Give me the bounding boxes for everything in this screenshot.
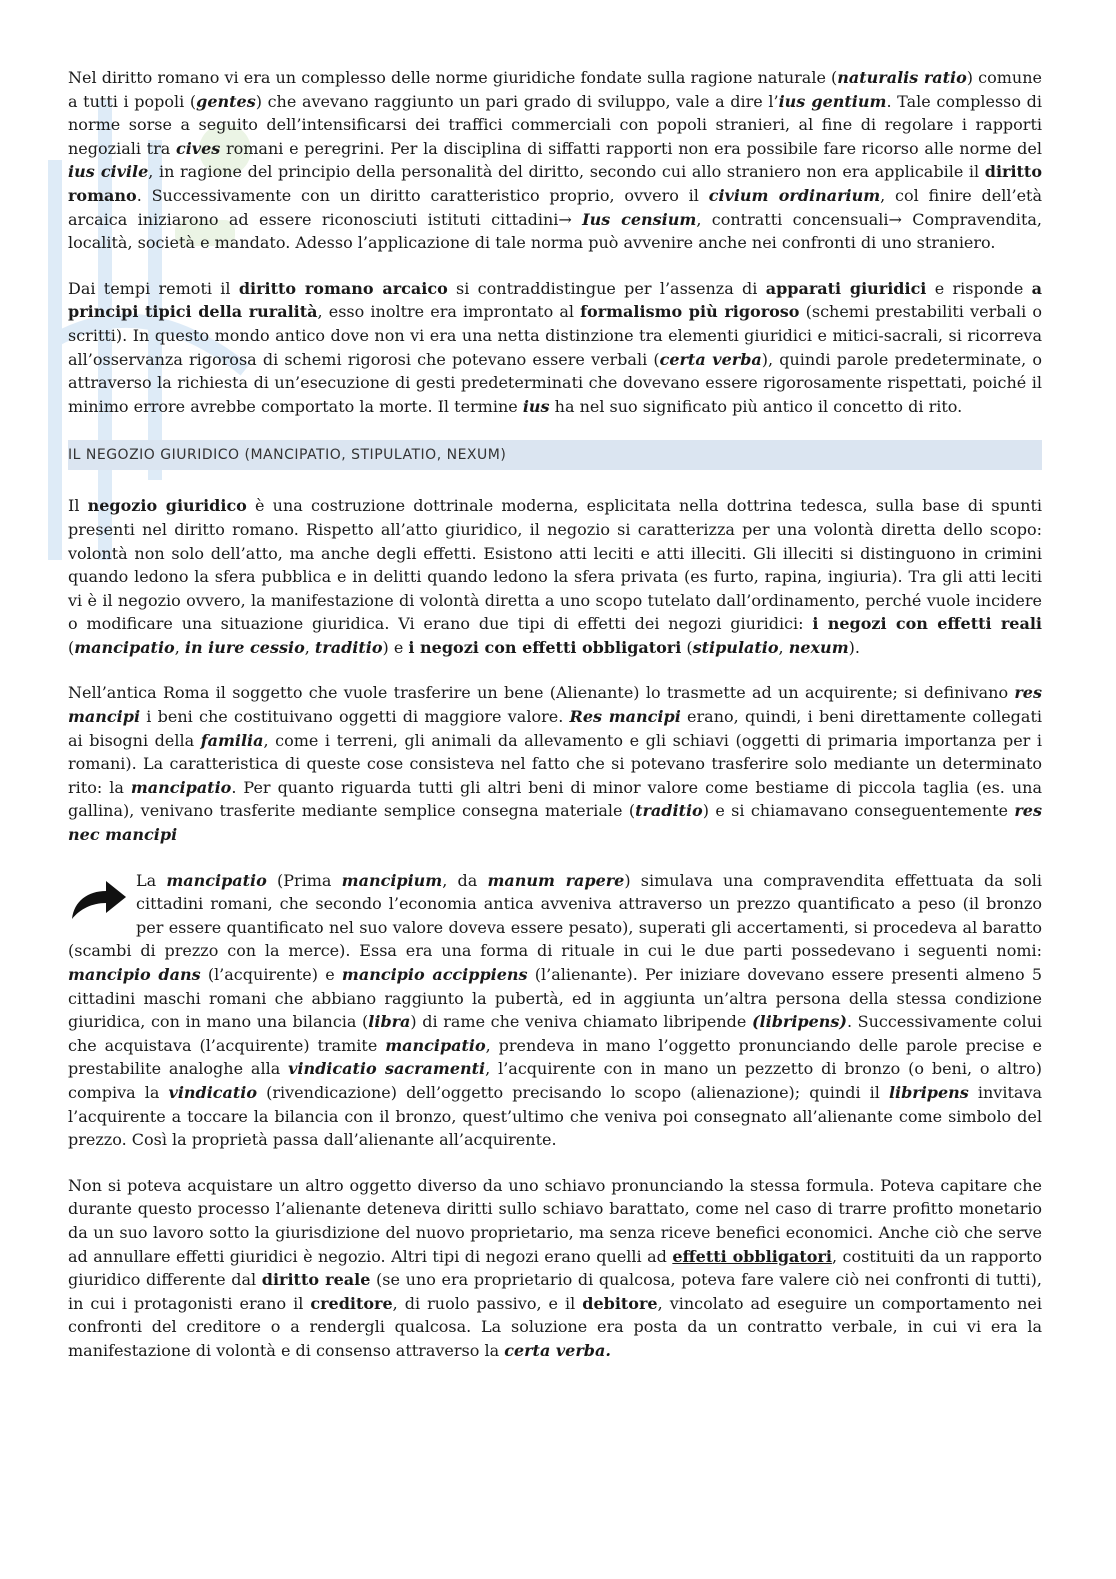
document-page bbox=[68, 66, 1042, 1363]
paragraph-mancipatio: La mancipatio (Prima mancipium, da manum rapere) simulava una compravendita effettuata da soli cittadini romani, che secondo l’economia antica avveniva attraverso un prezzo quantificato a peso (il bronzo per essere quantificato nel suo valore doveva essere pesato), superati gli accertamenti, si procedeva al baratto (scambi di prezzo con la merce). Essa era una forma di rituale in cui le due parti possedevano i seguenti nomi: mancipio dans (l’acquirente) e mancipio accippiens (l’alienante). Per iniziare dovevano essere presenti almeno 5 cittadini maschi romani che abbiano raggiunto la pubertà, ed in aggiunta un’altra persona della stessa condizione giuridica, con in mano una bilancia (libra) di rame che veniva chiamato libripende (libripens). Successivamente colui che acquistava (l’acquirente) tramite mancipatio, prendeva in mano l’oggetto pronunciando delle parole precise e prestabilite analoghe alla vindicatio sacramenti, l’acquirente con in mano un pezzetto di bronzo (o beni, o altro) compiva la vindicatio (rivendicazione) dell’oggetto precisando lo scopo (alienazione); quindi il libripens invitava l’acquirente a toccare la bilancia con il bronzo, quest’ultimo che veniva poi consegnato all’alienante come simbolo del prezzo. Così la proprietà passa dall’alienante all’acquirente. bbox=[68, 870, 1043, 1150]
paragraph-ius-gentium: Nel diritto romano vi era un complesso delle norme giuridiche fondate sulla ragione naturale (naturalis ratio) comune a tutti i popoli (gentes) che avevano raggiunto un pari grado di sviluppo, vale a dire l’ius gentium. Tale complesso di norme sorse a seguito dell’intensificarsi dei traffici commerciali con popoli stranieri, al fine di regolare i rapporti negoziali tra cives romani e peregrini. Per la disciplina di siffatti rapporti non era possibile fare ricorso alle norme del ius civile, in ragione del principio della personalità del diritto, secondo cui allo straniero non era applicabile il diritto romano. Successivamente con un diritto caratteristico proprio, ovvero il civium ordinarium, col finire dell’età arcaica iniziarono ad essere riconosciuti istituti cittadini→ Ius censium, contratti concensuali→ Compravendita, località, società e mandato. Adesso l’applicazione di tale norma può avvenire anche nei confronti di uno straniero. bbox=[68, 68, 1043, 253]
section-heading: IL NEGOZIO GIURIDICO (MANCIPATIO, STIPULATIO, NEXUM) bbox=[68, 440, 1042, 470]
paragraph-res-mancipi: Nell’antica Roma il soggetto che vuole trasferire un bene (Alienante) lo trasmette ad un acquirente; si definivano res mancipi i beni che costituivano oggetti di maggiore valore. Res mancipi erano, quindi, i beni direttamente collegati ai bisogni della familia, come i terreni, gli animali da allevamento e gli schiavi (oggetti di primaria importanza per i romani). La caratteristica di queste cose consisteva nel fatto che si potevano trasferire solo mediante un determinato rito: la mancipatio. Per quanto riguarda tutti gli altri beni di minor valore come bestiame di piccola taglia (es. una gallina), venivano trasferite mediante semplice consegna materiale (traditio) e si chiamavano conseguentemente res nec mancipi bbox=[68, 683, 1043, 845]
paragraph-effetti-obbligatori: Non si poteva acquistare un altro oggetto diverso da uno schiavo pronunciando la stessa formula. Poteva capitare che durante questo processo l’alienante deteneva diritti sullo schiavo barattato, come nel caso di trarre profitto monetario da un suo lavoro sotto la giurisdizione del nuovo proprietario, ma senza riceve benefici economici. Anche ciò che serve ad annullare effetti giuridici è negozio. Altri tipi di negozi erano quelli ad effetti obbligatori, costituiti da un rapporto giuridico differente dal diritto reale (se uno era proprietario di qualcosa, poteva fare valere ciò nei confronti di tutti), in cui i protagonisti erano il creditore, di ruolo passivo, e il debitore, vincolato ad eseguire un comportamento nei confronti del creditore o a rendergli qualcosa. La soluzione era posta da un contratto verbale, in cui vi era la manifestazione di volontà e di consenso attraverso la certa verba. bbox=[68, 1175, 1043, 1360]
curved-arrow-icon bbox=[68, 875, 130, 921]
paragraph-negozio-giuridico: Il negozio giuridico è una costruzione dottrinale moderna, esplicitata nella dottrina tedesca, sulla base di spunti presenti nel diritto romano. Rispetto all’atto giuridico, il negozio si caratterizza per una volontà diretta dello scopo: volontà non solo dell’atto, ma anche degli effetti. Esistono atti leciti e atti illeciti. Gli illeciti si distinguono in crimini quando ledono la sfera pubblica e in delitti quando ledono la sfera privata (es furto, rapina, ingiuria). Tra gli atti leciti vi è il negozio ovvero, la manifestazione di volontà diretta a uno scopo tutelato dall’ordinamento, perché vuole incidere o modificare una situazione giuridica. Vi erano due tipi di effetti dei negozi giuridici: i negozi con effetti reali (mancipatio, in iure cessio, traditio) e i negozi con effetti obbligatori (stipulatio, nexum). bbox=[68, 496, 1042, 657]
paragraph-diritto-arcaico: Dai tempi remoti il diritto romano arcaico si contraddistingue per l’assenza di apparati giuridici e risponde a principi tipici della ruralità, esso inoltre era improntato al formalismo più rigoroso (schemi prestabiliti verbali o scritti). In questo mondo antico dove non vi era una netta distinzione tra elementi giuridici e mitici-sacrali, si ricorreva all’osservanza rigorosa di schemi rigorosi che potevano essere verbali (certa verba), quindi parole predeterminate, o attraverso la richiesta di un’esecuzione di gesti predeterminati che dovevano essere rigorosamente rispettati, poiché il minimo errore avrebbe comportato la morte. Il termine ius ha nel suo significato più antico il concetto di rito. bbox=[68, 278, 1043, 416]
